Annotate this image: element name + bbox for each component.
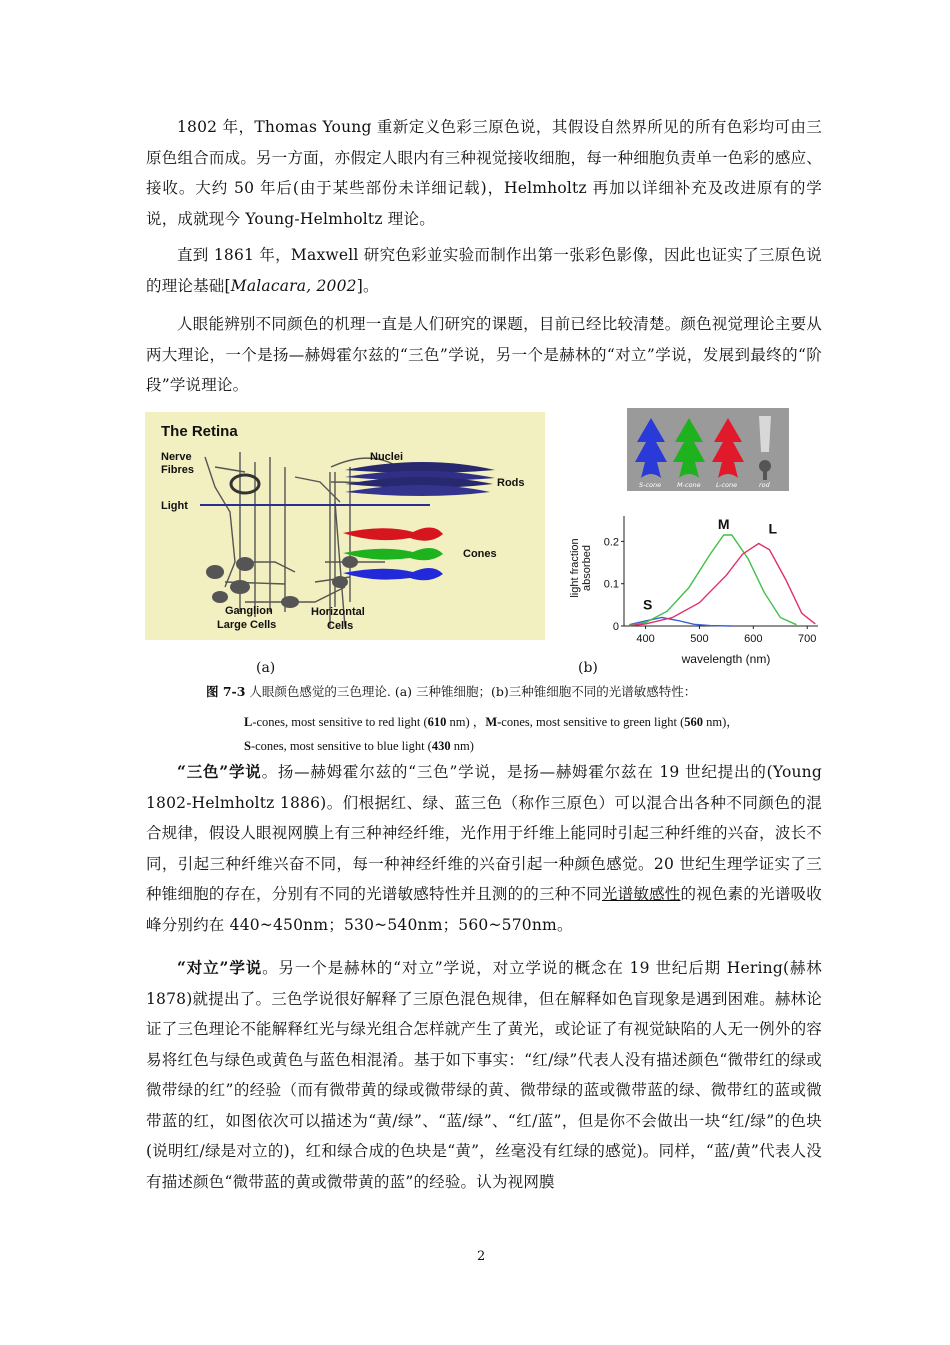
label-fibres: Fibres — [161, 464, 195, 476]
label-cells: Cells — [327, 620, 354, 632]
series-S-label: S — [643, 596, 653, 613]
p4-text-b: 的视色素的光谱吸收峰分别约在 440~450nm；530~540nm；560~570nm。 — [146, 885, 822, 934]
y-axis-label-line1: light fraction — [569, 538, 581, 598]
y-tick-label: 0.2 — [603, 536, 619, 549]
figure-caption — [206, 684, 696, 700]
series-L-line — [629, 544, 815, 626]
cone-icons-panel — [627, 408, 789, 491]
chart-axes — [624, 516, 818, 626]
caption-text: 人眼颜色感觉的三色理论. (a) 三种锥细胞；(b)三种锥细胞不同的光谱敏感特性： — [245, 684, 697, 699]
x-tick-label: 700 — [798, 633, 817, 645]
paragraph-opponent — [146, 953, 822, 1197]
heading-opponent: “对立”学说 — [177, 958, 263, 977]
y-axis-label-line2: absorbed — [581, 545, 593, 591]
paragraph-young-theory: 1802 年，Thomas Young 重新定义色彩三原色说，其假设自然界所见的所有色彩均可由三原色组合而成。另一方面，亦假定人眼内有三种视觉接收细胞，每一种细胞负责单一色彩的感应、接收。大约 50 年后(由于某些部份未详细记载)，Helmholtz 再加以详细补充及改进原有的学说，成就现今 Young-Helmholtz 理论。 — [146, 118, 822, 228]
label-nerve: Nerve — [161, 451, 192, 463]
y-tick-label: 0.1 — [603, 578, 619, 591]
series-labels — [643, 516, 777, 613]
p5-text-a: 。另一个是赫林的“对立”学说，对立学说的概念在 19 世纪后期 Hering(赫林 1878)就提出了。三色学说很好解释了三原色混色规律，但在解释如色盲现象是遇到困难。赫林论证了三色理论不能解释红光与绿光组合怎样就产生了黄光，或论证了有视觉缺陷的人无一例外的容易将红色与绿色或黄色与蓝色相混淆。基于如下事实：“红/绿”代表人没有描述颜色“微带红的绿或微带绿的红”的经验（而有微带黄的绿或微带绿的黄、微带绿的蓝或微带蓝的绿、微带红的蓝或微带蓝的红，如图依次可以描述为“黄/绿”、“蓝/绿”、“红/蓝”，但是你不会做出一块“红/绿”的色块(说明红/绿是对立的)，红和绿合成的色块是“黄”，丝毫没有红绿的感觉)。同样，“蓝/黄”代表人没有描述颜色“微带蓝的黄或微带黄的蓝”的经验。认为视网膜 — [146, 959, 822, 1191]
cones-line-s — [244, 738, 474, 754]
label-cones: Cones — [463, 548, 497, 560]
caption-number: 图 7-3 — [206, 684, 246, 699]
blue-cone — [343, 568, 443, 580]
figure-label-a: (a) — [256, 660, 276, 676]
chart-series — [629, 535, 815, 626]
l-desc: -cones, most sensitive to red light ( — [252, 715, 428, 729]
x-tick-label: 600 — [744, 633, 763, 645]
p2-text-b: ]。 — [356, 276, 379, 295]
m-cone-icon — [673, 418, 705, 478]
s-peak: 430 — [431, 739, 451, 753]
l-unit: nm) ， — [446, 715, 486, 729]
red-cone — [343, 527, 443, 540]
series-L-label: L — [768, 520, 778, 537]
p2-text-a: 直到 1861 年，Maxwell 研究色彩並实验而制作出第一张彩色影像，因此也证实了三原色说的理论基础[ — [146, 246, 822, 295]
link-spectral-sensitivity[interactable]: 光谱敏感性 — [601, 885, 681, 903]
rods — [345, 462, 495, 496]
x-axis-label: wavelength (nm) — [681, 652, 771, 666]
s-cone-icon — [635, 418, 667, 478]
figure-label-b: (b) — [578, 660, 598, 676]
green-cone — [343, 548, 443, 560]
spectral-sensitivity-chart — [560, 508, 822, 668]
p4-text-a: 。扬—赫姆霍尔兹的“三色”学说，是扬—赫姆霍尔兹在 19 世纪提出的(Young 1802-Helmholtz 1886)。们根据红、绿、蓝三色（称作三原色）可以混合出各种不同颜色的混合规律，假设人眼视网膜上有三种神经纤维，光作用于纤维上能同时引起三种纤维的兴奋，波长不同，引起三种纤维兴奋不同，每一种神经纤维的兴奋引起一种颜色感觉。20 世纪生理学证实了三种锥细胞的存在，分别有不同的光谱敏感特性并且测的的三种不同 — [146, 763, 822, 903]
label-s-cone: S-cone — [639, 481, 662, 489]
series-M-line — [629, 535, 796, 625]
label-rod: rod — [759, 481, 770, 489]
l-letter: L — [244, 715, 253, 729]
retina-diagram — [145, 412, 545, 640]
x-tick-label: 500 — [690, 633, 709, 645]
m-peak: 560 — [684, 715, 703, 729]
cones-line-lm — [244, 714, 739, 730]
label-l-cone: L-cone — [716, 481, 738, 489]
m-desc: cones, most sensitive to green light ( — [501, 715, 685, 729]
retina-title: The Retina — [161, 423, 238, 440]
s-desc: -cones, most sensitive to blue light ( — [250, 739, 432, 753]
series-M-label: M — [717, 516, 730, 533]
heading-trichromatic: “三色”学说 — [177, 762, 262, 781]
label-m-cone: M-cone — [677, 481, 701, 489]
x-tick-label: 400 — [636, 633, 655, 645]
m-letter: M- — [485, 715, 502, 729]
rod-icon — [759, 416, 771, 480]
label-large-cells: Large Cells — [217, 619, 277, 631]
l-cone-icon — [712, 418, 744, 478]
paragraph-trichromatic — [146, 757, 822, 940]
y-tick-label: 0 — [612, 621, 619, 633]
citation-malacara: Malacara, 2002 — [230, 276, 357, 295]
chart-ticks — [604, 536, 817, 645]
label-light: Light — [161, 500, 188, 512]
paragraph-maxwell — [146, 240, 822, 301]
label-rods: Rods — [497, 477, 525, 489]
label-ganglion: Ganglion — [225, 605, 273, 617]
paragraph-two-theories: 人眼能辨别不同颜色的机理一直是人们研究的课题，目前已经比较清楚。颜色视觉理论主要从两大理论，一个是扬—赫姆霍尔兹的“三色”学说，另一个是赫林的“对立”学说，发展到最终的“阶段”学说理论。 — [146, 315, 822, 394]
s-unit: nm) — [450, 739, 474, 753]
series-S-line — [629, 618, 731, 627]
label-nuclei: Nuclei — [370, 451, 404, 463]
label-horizontal: Horizontal — [311, 606, 365, 618]
l-peak: 610 — [427, 715, 447, 729]
s-letter: S — [244, 739, 251, 753]
page-number: 2 — [477, 1249, 486, 1264]
m-unit: nm)， — [702, 715, 739, 729]
